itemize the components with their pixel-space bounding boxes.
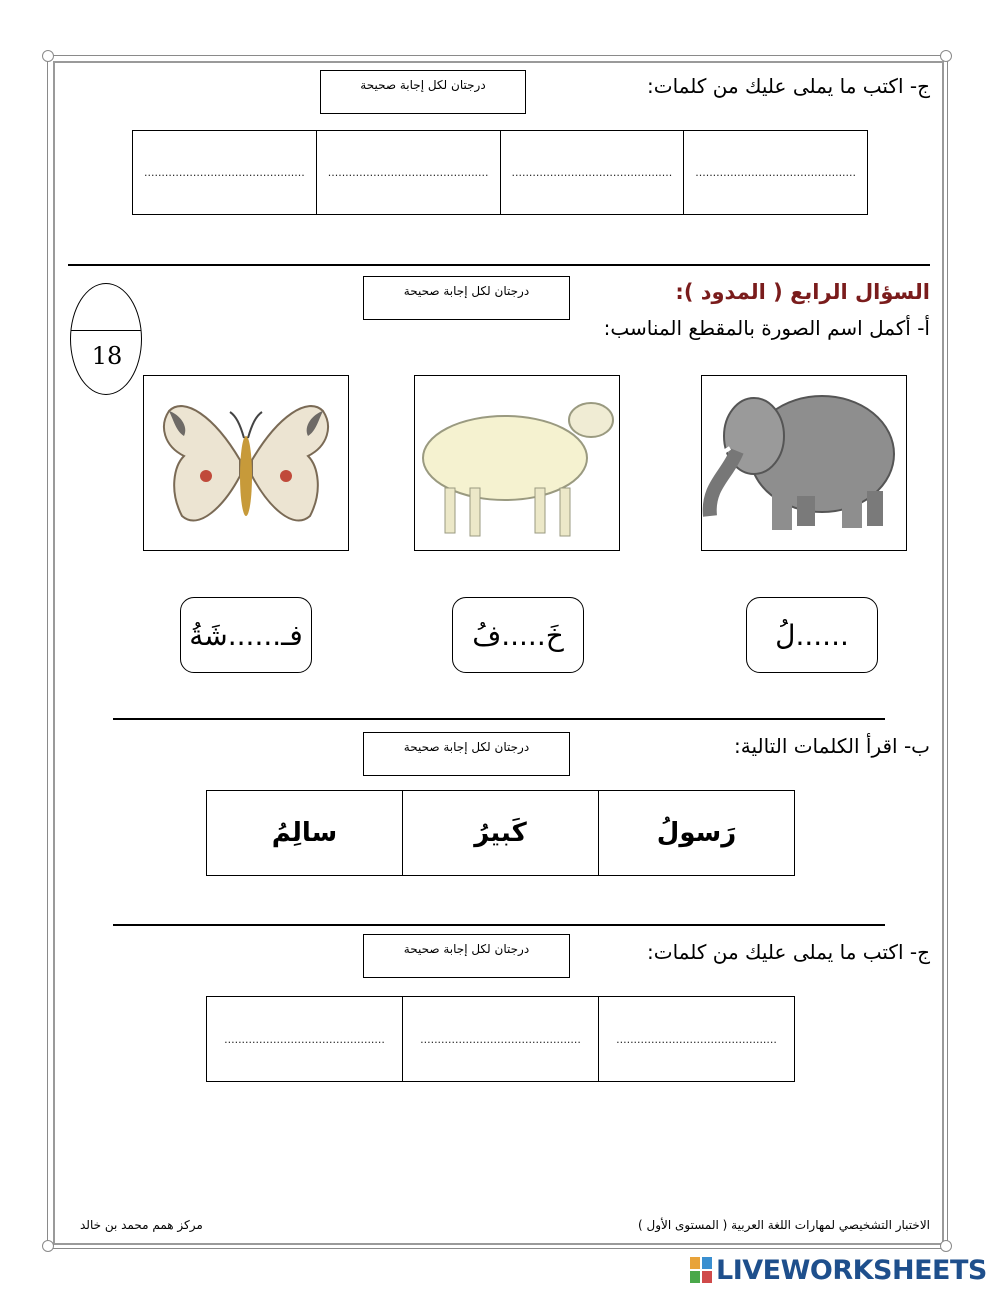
word-cell — [207, 791, 402, 875]
word-cell — [598, 791, 794, 875]
answer-blank[interactable]: .............................................. — [420, 1032, 581, 1046]
question-4-title: السؤال الرابع ( المدود ): — [675, 280, 930, 304]
reading-words-grid — [206, 790, 795, 876]
sheep-picture — [414, 375, 620, 551]
answer-blank[interactable]: .............................................. — [224, 1032, 385, 1046]
part-c-heading: ج- اكتب ما يملى عليك من كلمات: — [647, 940, 930, 964]
part-b-heading: ب- اقرأ الكلمات التالية: — [734, 734, 930, 758]
answer-blank[interactable]: .............................................. — [327, 166, 489, 179]
answer-blank[interactable]: .............................................. — [616, 1032, 777, 1046]
dictation-answer-grid-top — [132, 130, 868, 215]
answer-blank[interactable]: .............................................. — [511, 166, 673, 179]
answer-cell[interactable] — [133, 131, 316, 214]
section-divider — [113, 924, 885, 926]
corner-ornament — [42, 50, 54, 62]
liveworksheets-logo-icon — [690, 1257, 712, 1283]
answer-blank[interactable]: .............................................. — [143, 166, 305, 179]
corner-ornament — [940, 50, 952, 62]
butterfly-picture — [143, 375, 349, 551]
dictation-answer-grid-bottom — [206, 996, 795, 1082]
section-divider — [68, 264, 930, 266]
corner-ornament — [940, 1240, 952, 1252]
score-oval — [70, 283, 142, 395]
answer-cell[interactable] — [316, 131, 500, 214]
center-name-footer: مركز همم محمد بن خالد — [80, 1218, 203, 1232]
syllable-box-butterfly[interactable]: فـ......شَةُ — [180, 597, 312, 673]
answer-cell[interactable] — [500, 131, 684, 214]
answer-blank[interactable]: .............................................. — [695, 166, 857, 179]
score-divider — [71, 330, 142, 331]
liveworksheets-logo[interactable] — [690, 1255, 990, 1285]
part-a-heading: أ- أكمل اسم الصورة بالمقطع المناسب: — [603, 316, 930, 340]
answer-cell[interactable] — [598, 997, 794, 1081]
grade-note-box: درجتان لكل إجابة صحيحة — [363, 934, 570, 978]
answer-cell[interactable] — [402, 997, 598, 1081]
word-cell — [402, 791, 598, 875]
answer-cell[interactable] — [207, 997, 402, 1081]
grade-note-box: درجتان لكل إجابة صحيحة — [363, 276, 570, 320]
dictation-heading-top: ج- اكتب ما يملى عليك من كلمات: — [647, 74, 930, 98]
max-score: 18 — [91, 342, 123, 370]
reading-word: كَبيرُ — [474, 818, 527, 848]
corner-ornament — [42, 1240, 54, 1252]
grade-note-box: درجتان لكل إجابة صحيحة — [320, 70, 526, 114]
brand-name: LIVEWORKSHEETS — [716, 1255, 987, 1286]
section-divider — [113, 718, 885, 720]
syllable-box-sheep[interactable]: خَ.....فُ — [452, 597, 584, 673]
answer-cell[interactable] — [683, 131, 867, 214]
reading-word: سالِمُ — [271, 818, 338, 848]
exam-title-footer: الاختبار التشخيصي لمهارات اللغة العربية ( المستوى الأول ) — [638, 1218, 930, 1232]
grade-note-box: درجتان لكل إجابة صحيحة — [363, 732, 570, 776]
elephant-picture — [701, 375, 907, 551]
reading-word: رَسولُ — [656, 818, 737, 848]
syllable-box-elephant[interactable]: ......لُ — [746, 597, 878, 673]
